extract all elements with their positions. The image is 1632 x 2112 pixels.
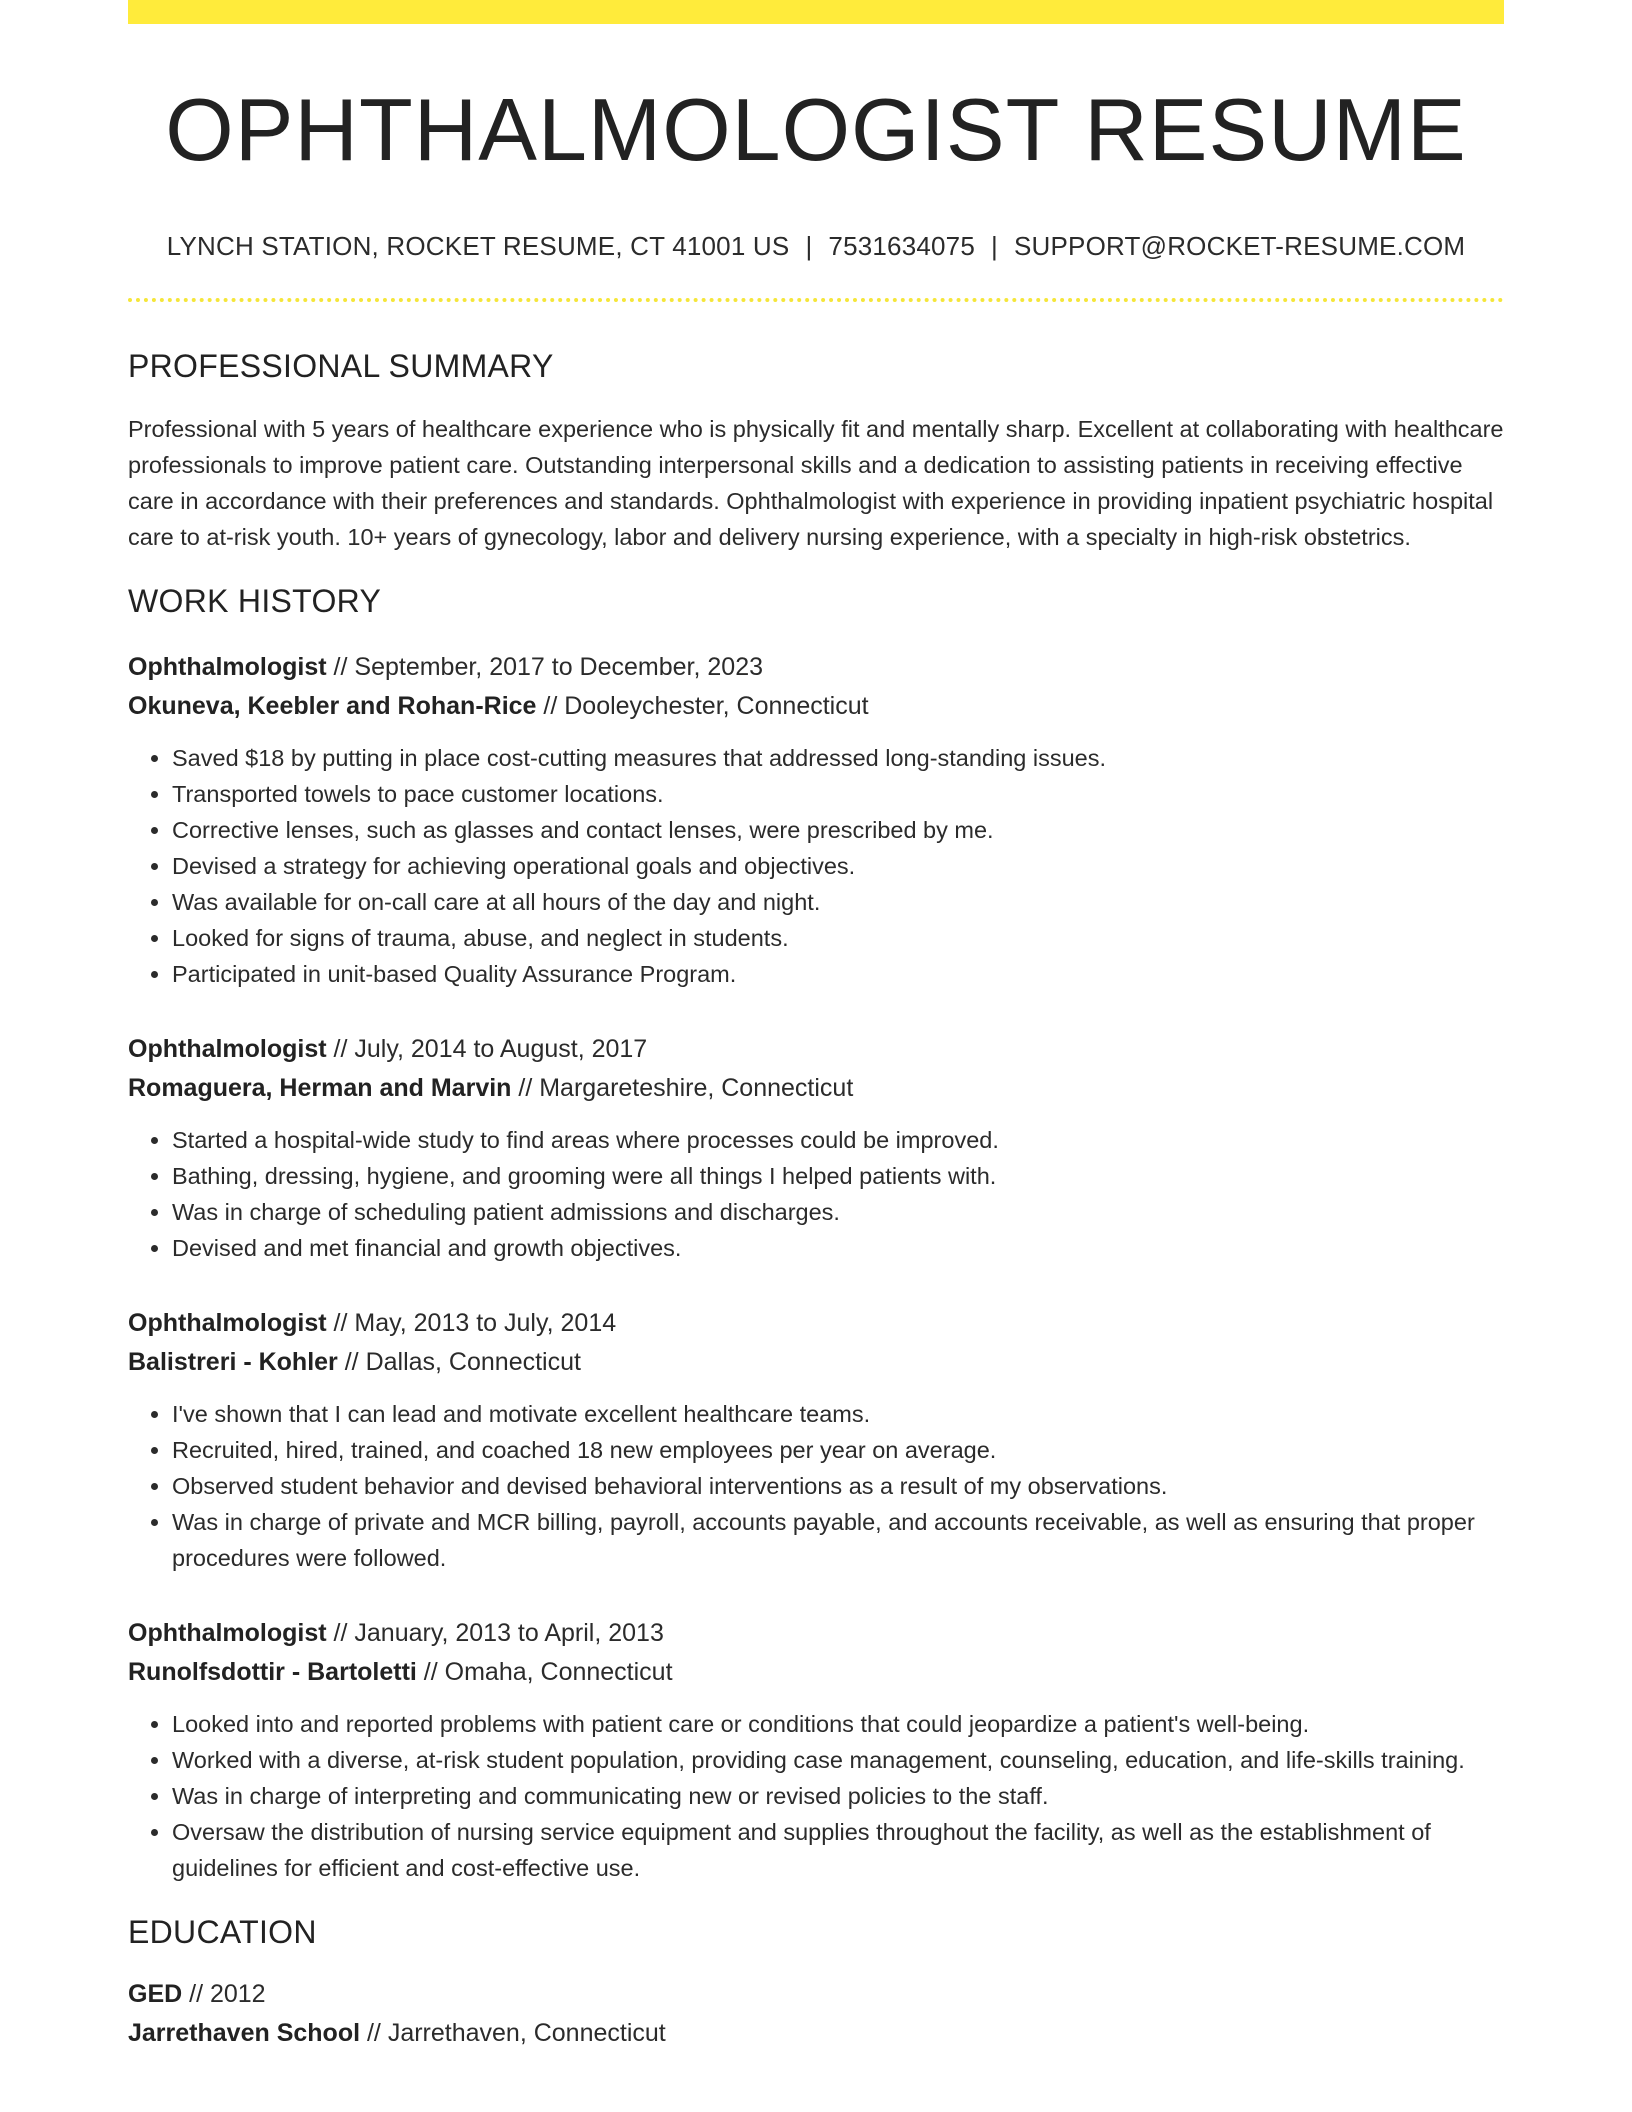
- job-bullet: • Looked into and reported problems with patient care or conditions that could jeopardize a patient's well-being.: [172, 1706, 1504, 1742]
- job-bullet: • Observed student behavior and devised behavioral interventions as a result of my observations.: [172, 1468, 1504, 1504]
- job-bullet: • I've shown that I can lead and motivate excellent healthcare teams.: [172, 1396, 1504, 1432]
- job-entry: [128, 648, 1504, 992]
- job-company: Romaguera, Herman and Marvin: [128, 1073, 512, 1102]
- job-title: Ophthalmologist: [128, 1308, 327, 1337]
- job-bullet: • Saved $18 by putting in place cost-cutting measures that addressed long-standing issues.: [172, 740, 1504, 776]
- job-bullet: • Oversaw the distribution of nursing service equipment and supplies throughout the facility, as well as the establishment of guidelines for efficient and cost-effective use.: [172, 1814, 1504, 1886]
- job-bullets: [128, 1122, 1504, 1266]
- job-dates: // May, 2013 to July, 2014: [326, 1308, 617, 1337]
- job-company: Okuneva, Keebler and Rohan-Rice: [128, 691, 537, 720]
- top-accent-bar: [128, 0, 1504, 24]
- contact-email: SUPPORT@ROCKET-RESUME.COM: [1013, 230, 1466, 261]
- job-location: // Dallas, Connecticut: [337, 1347, 581, 1376]
- job-dates: // January, 2013 to April, 2013: [326, 1618, 664, 1647]
- education-location: // Jarrethaven, Connecticut: [360, 2018, 666, 2047]
- contact-separator: |: [805, 230, 813, 261]
- job-title-line: [128, 1614, 1504, 1653]
- job-bullet: • Looked for signs of trauma, abuse, and neglect in students.: [172, 920, 1504, 956]
- job-bullet: • Devised a strategy for achieving operational goals and objectives.: [172, 848, 1504, 884]
- job-dates: // July, 2014 to August, 2017: [326, 1034, 648, 1063]
- job-location: // Omaha, Connecticut: [416, 1657, 673, 1686]
- job-location: // Dooleychester, Connecticut: [536, 691, 869, 720]
- job-company-line: [128, 1343, 1504, 1382]
- job-bullet: • Was in charge of private and MCR billing, payroll, accounts payable, and accounts receivable, as well as ensuring that proper procedures were followed.: [172, 1504, 1504, 1576]
- job-entry: [128, 1614, 1504, 1886]
- job-bullet: • Was available for on-call care at all hours of the day and night.: [172, 884, 1504, 920]
- job-bullets: [128, 1706, 1504, 1886]
- resume-page: [128, 0, 1504, 2053]
- contact-phone: 7531634075: [828, 230, 976, 261]
- contact-address: LYNCH STATION, ROCKET RESUME, CT 41001 US: [166, 230, 790, 261]
- job-entry: [128, 1030, 1504, 1266]
- job-title: Ophthalmologist: [128, 1618, 327, 1647]
- job-bullet: • Transported towels to pace customer locations.: [172, 776, 1504, 812]
- job-bullet: • Devised and met financial and growth objectives.: [172, 1230, 1504, 1266]
- job-bullets: [128, 740, 1504, 992]
- education-degree: GED: [128, 1979, 183, 2008]
- page-title: OPHTHALMOLOGIST RESUME: [165, 80, 1467, 179]
- education-entry: [128, 1975, 1504, 2053]
- job-entry: [128, 1304, 1504, 1576]
- job-bullets: [128, 1396, 1504, 1576]
- job-bullet: • Started a hospital-wide study to find areas where processes could be improved.: [172, 1122, 1504, 1158]
- job-bullet: • Was in charge of interpreting and communicating new or revised policies to the staff.: [172, 1778, 1504, 1814]
- job-bullet: • Was in charge of scheduling patient admissions and discharges.: [172, 1194, 1504, 1230]
- job-title-line: [128, 1030, 1504, 1069]
- education-heading: EDUCATION: [128, 1913, 317, 1950]
- education-year: // 2012: [182, 1979, 266, 2008]
- job-title-line: [128, 648, 1504, 687]
- summary-heading: PROFESSIONAL SUMMARY: [128, 347, 554, 384]
- job-bullet: • Worked with a diverse, at-risk student population, providing case management, counseling, education, and life-skills training.: [172, 1742, 1504, 1778]
- work-history-list: [128, 648, 1504, 1886]
- job-company-line: [128, 1653, 1504, 1692]
- education-degree-line: [128, 1975, 1504, 2014]
- contact-line: [128, 231, 1504, 262]
- job-company-line: [128, 687, 1504, 726]
- dotted-divider: [128, 298, 1504, 302]
- job-company: Runolfsdottir - Bartoletti: [128, 1657, 417, 1686]
- job-dates: // September, 2017 to December, 2023: [326, 652, 763, 681]
- job-title: Ophthalmologist: [128, 652, 327, 681]
- job-title-line: [128, 1304, 1504, 1343]
- job-title: Ophthalmologist: [128, 1034, 327, 1063]
- job-bullet: • Corrective lenses, such as glasses and contact lenses, were prescribed by me.: [172, 812, 1504, 848]
- summary-text: Professional with 5 years of healthcare experience who is physically fit and mentally sharp. Excellent at collaborating with healthcare professionals to improve patient care. Outstanding interpersonal skills and a dedication to assisting patients in receiving effective care in accordance with their preferences and standards. Ophthalmologist with experience in providing inpatient psychiatric hospital care to at-risk youth. 10+ years of gynecology, labor and delivery nursing experience, with a specialty in high-risk obstetrics.: [128, 415, 1504, 550]
- job-company-line: [128, 1069, 1504, 1108]
- education-school: Jarrethaven School: [128, 2018, 361, 2047]
- job-location: // Margareteshire, Connecticut: [511, 1073, 854, 1102]
- job-bullet: • Participated in unit-based Quality Assurance Program.: [172, 956, 1504, 992]
- contact-separator: |: [991, 230, 998, 261]
- work-history-heading: WORK HISTORY: [128, 582, 382, 619]
- job-bullet: • Bathing, dressing, hygiene, and grooming were all things I helped patients with.: [172, 1158, 1504, 1194]
- job-bullet: • Recruited, hired, trained, and coached 18 new employees per year on average.: [172, 1432, 1504, 1468]
- job-company: Balistreri - Kohler: [128, 1347, 338, 1376]
- education-school-line: [128, 2014, 1504, 2053]
